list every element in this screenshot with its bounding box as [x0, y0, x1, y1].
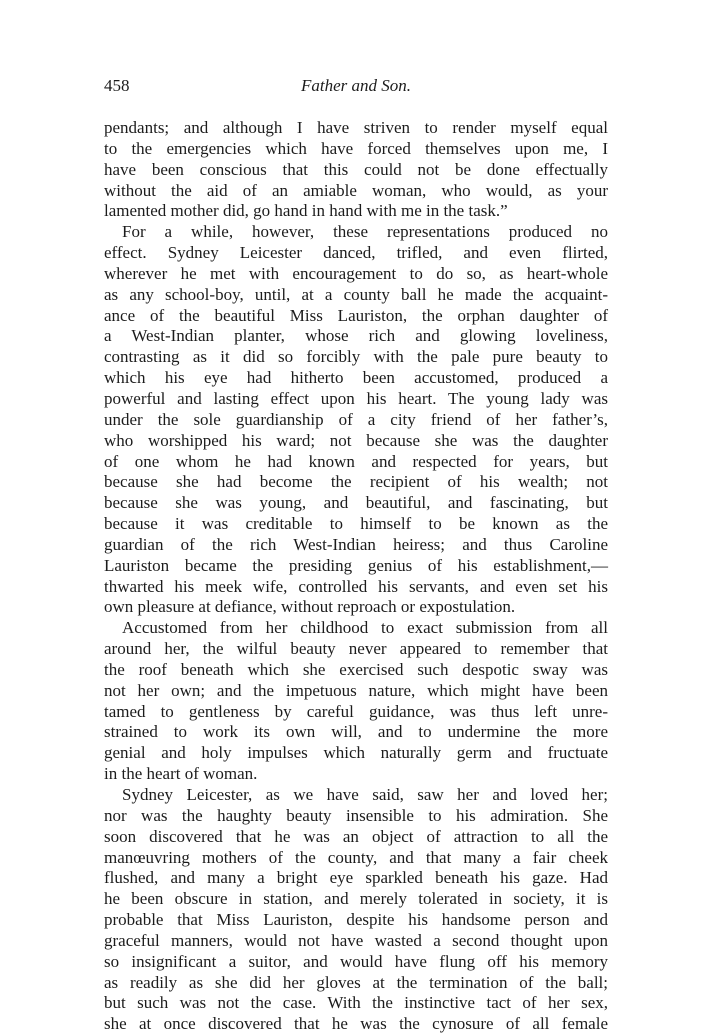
text-line: nor was the haughty beauty insensible to his admiration. She: [104, 805, 608, 825]
text-line: who worshipped his ward; not because she was the daughter: [104, 430, 608, 450]
text-line: because she was young, and beautiful, and fascinating, but: [104, 493, 608, 513]
text-line: have been conscious that this could not be done effectually: [104, 159, 608, 179]
text-line: to the emergencies which have forced themselves upon me, I: [104, 138, 608, 158]
text-line: Sydney Leicester, as we have said, saw her and loved her;: [122, 785, 608, 804]
text-line: pendants; and although I have striven to render myself equal: [104, 118, 608, 137]
text-line: For a while, however, these representations produced no: [122, 222, 608, 242]
text-line: because she had become the recipient of his wealth; not: [104, 472, 608, 492]
text-line: so insignificant a suitor, and would have flung off his memory: [104, 951, 608, 971]
text-line: as any school-boy, until, at a county ball he made the acquaint-: [104, 284, 608, 304]
text-line: thwarted his meek wife, controlled his servants, and even set his: [104, 576, 608, 596]
text-line: a West-Indian planter, whose rich and glowing loveliness,: [104, 326, 608, 346]
text-line: the roof beneath which she exercised such despotic sway was: [104, 659, 608, 679]
text-line: wherever he met with encouragement to do so, as heart-whole: [104, 263, 608, 283]
text-line: he been obscure in station, and merely tolerated in society, it is: [104, 889, 608, 909]
text-line: in the heart of woman.: [104, 764, 258, 784]
text-line: lamented mother did, go hand in hand with me in the task.”: [104, 201, 508, 221]
text-line: genial and holy impulses which naturally germ and fructuate: [104, 743, 608, 763]
body-text: [104, 118, 608, 1035]
text-line: ance of the beautiful Miss Lauriston, the orphan daughter of: [104, 305, 608, 325]
text-line: graceful manners, would not have wasted a second thought upon: [104, 930, 608, 950]
text-line: manœuvring mothers of the county, and that many a fair cheek: [104, 847, 608, 867]
text-line: not her own; and the impetuous nature, which might have been: [104, 680, 608, 700]
running-head: [104, 76, 608, 100]
text-line: she at once discovered that he was the cynosure of all female: [104, 1014, 608, 1034]
text-line: guardian of the rich West-Indian heiress; and thus Caroline: [104, 534, 608, 554]
text-line: Lauriston became the presiding genius of his establishment,—: [104, 555, 608, 575]
text-line: own pleasure at defiance, without reproach or expostulation.: [104, 597, 516, 617]
text-line: probable that Miss Lauriston, despite his handsome person and: [104, 910, 608, 930]
running-title: Father and Son.: [300, 76, 412, 95]
text-line: tamed to gentleness by careful guidance, was thus left unre-: [104, 701, 608, 721]
text-line: powerful and lasting effect upon his heart. The young lady was: [104, 388, 608, 408]
text-line: strained to work its own will, and to undermine the more: [104, 722, 608, 742]
text-line: as readily as she did her gloves at the termination of the ball;: [104, 972, 608, 992]
text-line: which his eye had hitherto been accustomed, produced a: [104, 368, 608, 388]
text-line: because it was creditable to himself to be known as the: [104, 514, 608, 534]
text-line: under the sole guardianship of a city friend of her father’s,: [104, 409, 608, 429]
text-line: soon discovered that he was an object of attraction to all the: [104, 826, 608, 846]
text-line: around her, the wilful beauty never appeared to remember that: [104, 639, 608, 659]
text-line: of one whom he had known and respected for years, but: [104, 451, 608, 471]
page-number: 458: [104, 76, 130, 95]
text-line: without the aid of an amiable woman, who would, as your: [104, 180, 608, 200]
text-line: Accustomed from her childhood to exact submission from all: [122, 618, 608, 638]
text-line: but such was not the case. With the instinctive tact of her sex,: [104, 993, 608, 1013]
text-line: effect. Sydney Leicester danced, trifled, and even flirted,: [104, 243, 608, 263]
text-line: flushed, and many a bright eye sparkled beneath his gaze. Had: [104, 868, 608, 888]
text-line: contrasting as it did so forcibly with the pale pure beauty to: [104, 347, 608, 367]
